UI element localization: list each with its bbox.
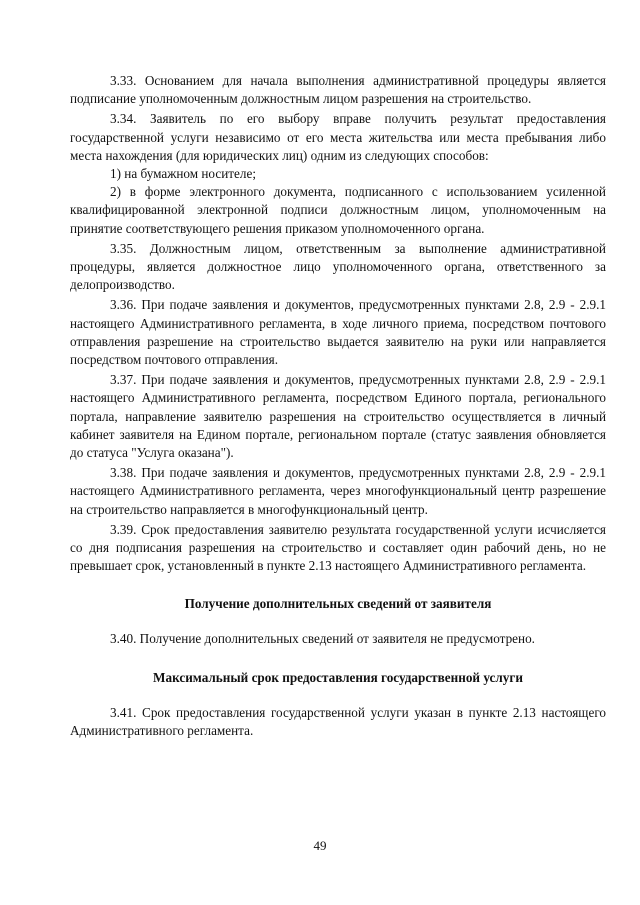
paragraph-3-34: 3.34. Заявитель по его выбору вправе получить результат предоставления государственной услуги независимо от его места жительства или места пребывания либо места нахождения (для юридических лиц) одним из следующих способов: [70, 111, 606, 163]
section-heading-max-term: Максимальный срок предоставления государственной услуги [153, 669, 523, 685]
paragraph-3-38: 3.38. При подаче заявления и документов, предусмотренных пунктами 2.8, 2.9 - 2.9.1 настоящего Административного регламента, через многофункциональный центр разрешение на строительство направляется в многофункциональный центр. [70, 465, 606, 517]
paragraph-3-41: 3.41. Срок предоставления государственной услуги указан в пункте 2.13 настоящего Административного регламента. [70, 704, 606, 738]
section-heading-additional-info: Получение дополнительных сведений от заявителя [184, 596, 492, 612]
list-item-electronic: 2) в форме электронного документа, подписанного с использованием усиленной квалифицированной электронной подписи должностным лицом, уполномоченным на принятие соответствующего решения приказом уполномоченного органа. [70, 184, 606, 236]
paragraph-3-40: 3.40. Получение дополнительных сведений от заявителя не предусмотрено. [110, 631, 535, 647]
paragraph-3-33: 3.33. Основанием для начала выполнения административной процедуры является подписание уполномоченным должностным лицом разрешения на строительство. [70, 73, 606, 107]
page-number: 49 [313, 838, 327, 853]
paragraph-3-37: 3.37. При подаче заявления и документов, предусмотренных пунктами 2.8, 2.9 - 2.9.1 настоящего Административного регламента, посредством Единого портала, регионального портала, направление заявителю разрешения на строительство осуществляется в личный кабинет заявителя на Едином портале, региональном портале (статус заявления обновляется до статуса "Услуга оказана"). [70, 372, 606, 461]
paragraph-3-39: 3.39. Срок предоставления заявителю результата государственной услуги исчисляется со дня подписания разрешения на строительство и составляет один рабочий день, но не превышает срок, установленный в пункте 2.13 настоящего Административного регламента. [70, 521, 606, 574]
paragraph-3-35: 3.35. Должностным лицом, ответственным за выполнение административной процедуры, является должностное лицо уполномоченного органа, ответственного за делопроизводство. [70, 240, 606, 293]
document-page [70, 72, 606, 740]
list-item-paper: 1) на бумажном носителе; [110, 166, 256, 182]
paragraph-3-36: 3.36. При подаче заявления и документов, предусмотренных пунктами 2.8, 2.9 - 2.9.1 настоящего Административного регламента, в ходе личного приема, посредством почтового отправления разрешение на строительство выдается заявителю на руки или направляется посредством почтового отправления. [70, 297, 606, 368]
